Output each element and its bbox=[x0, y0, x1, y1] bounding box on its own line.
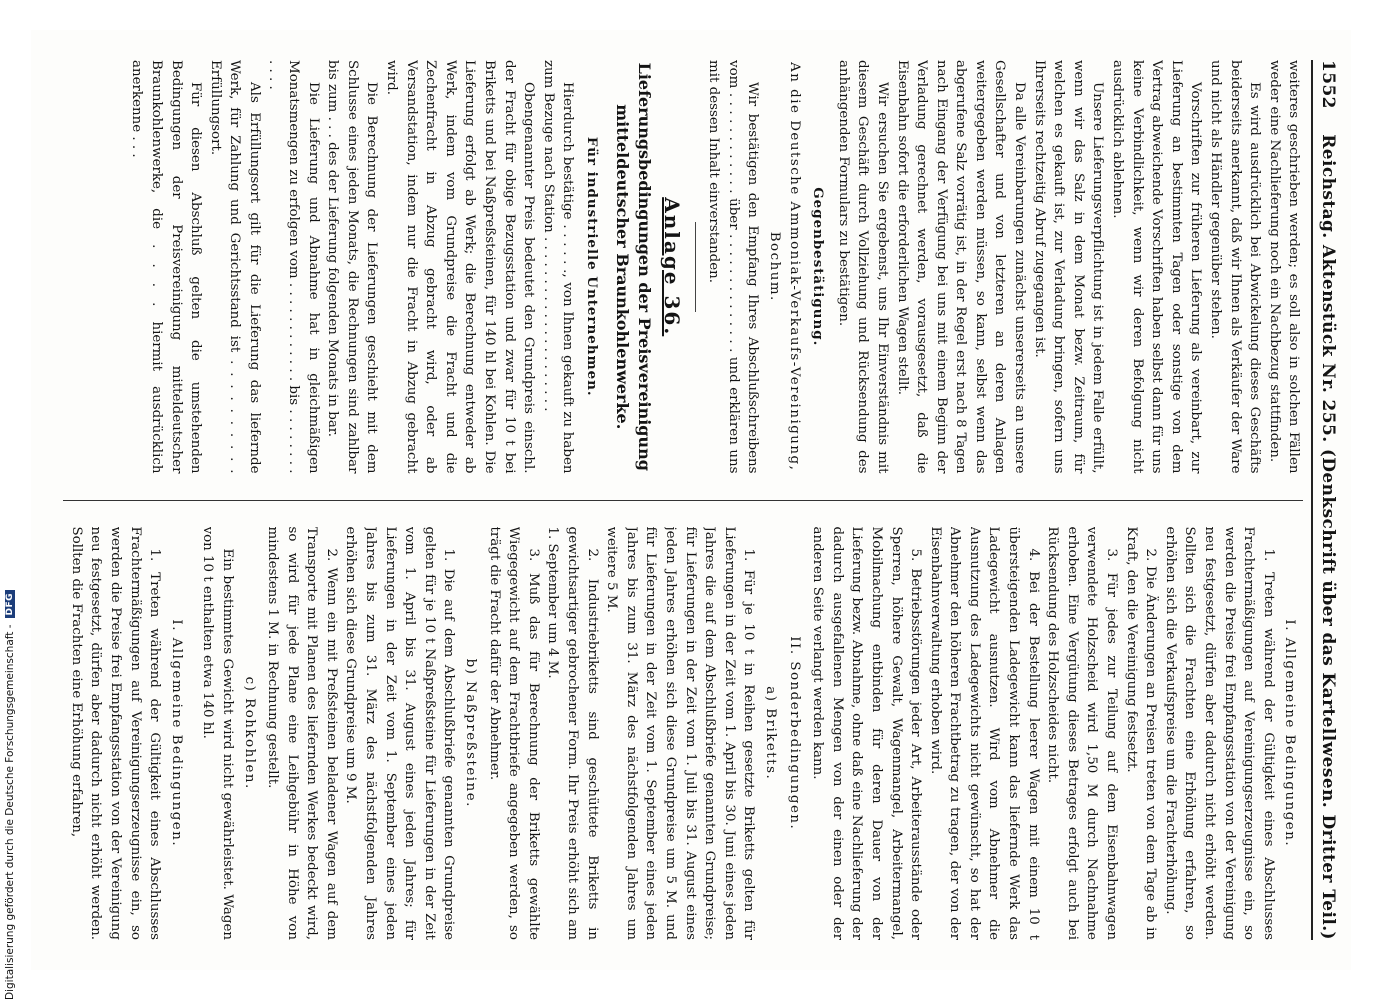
confirmation-text: Wir bestätigen den Empfang Ihres Abschlußschreibens vom . . . . . . . . . . . . über . . . . . . . . . . . . . . und erklären uns mit dessen Inhalt einverstanden. bbox=[706, 60, 761, 474]
anlage-heading: Anlage 36. bbox=[659, 197, 684, 337]
paragraph: Als Erfüllungsort gilt für die Lieferung das liefernde Werk, für Zahlung und Gerichtsstand ist . . . . . . . . . . Erfüllungsort. bbox=[207, 60, 262, 474]
paragraph: Die Berechnung der Lieferungen geschieht mit dem Schlusse eines jeden Monats, die Rechnungen sind zahlbar bis zum . . . des der Lieferung folgenden Monats in bar. bbox=[325, 60, 380, 474]
separator-rule bbox=[695, 222, 696, 312]
special-conditions-heading: II. Sonderbedingungen. bbox=[786, 636, 802, 831]
rohkohlen-heading: c) Rohkohlen. bbox=[241, 676, 257, 790]
paragraph: 1. Treten während der Gültigkeit eines Abschlusses Frachtermäßigungen auf Vereinigungserzeugnisse ein, so werden die Preise frei Empfangsstation von der Vereinigung neu festgesetzt, dürfen aber dadurch nicht erhöht werden. Sollten sich die Frachten eine Erhöhung erfahren, so erhöhen sich die Verkaufspreise um die Frachterhöhung. bbox=[1162, 526, 1276, 940]
left-column bbox=[63, 60, 1303, 474]
industry-heading: Für industrielle Unternehmen. bbox=[584, 136, 600, 397]
paragraph: 3. Für jedes zur Teilung auf dem Eisenbahnwagen verwendete Holzscheid wird 1,50 M durch Nachnahme erhoben. Eine Vergütung dieses Betrages erfolgt auch bei Rücksendung des Holzscheides nicht. bbox=[1045, 526, 1120, 940]
nasspresssteine-heading: b) Naßpreßsteine. bbox=[463, 658, 479, 808]
paragraph: 3. Muß das für Berechnung der Briketts gewählte Wiegegewicht auf dem Frachtbriefe angegeben werden, so trägt die Fracht dafür der Abnehmer. bbox=[486, 526, 541, 940]
paragraph: Wir ersuchen Sie ergebenst, uns Ihr Einverständnis mit diesem Geschäft durch Vollziehung und Rücksendung des anhängenden Formulars zu bestätigen. bbox=[835, 60, 890, 474]
digitization-note bbox=[4, 590, 16, 1000]
paragraph: Für diesen Abschluß gelten die umstehenden Bedingungen der Preisvereinigung mitteldeutscher Braunkohlenwerke, die . . . . hiermit ausdrücklich anerkenne . . . bbox=[129, 60, 204, 474]
dfg-logo-icon: DFG bbox=[5, 590, 15, 619]
column-divider bbox=[63, 500, 1303, 501]
confirmation-address: An die Deutsche Ammoniak-Verkaufs-Vereinigung, Bochum. bbox=[766, 62, 802, 472]
paragraph: Ein bestimmtes Gewicht wird nicht gewährleistet. Wagen von 10 t enthalten etwa 140 hl. bbox=[200, 526, 235, 940]
paragraph: 1. Für je 10 t in Reihen gesetzte Briketts gelten für Lieferungen in der Zeit vom 1. April bis 30. Juni eines jeden Jahres die auf dem Abschlußbriefe genannten Grundpreise; für Lieferungen in der Zeit vom 1. Juli bis 31. August eines jeden Jahres erhöhen sich diese Grundpreise um 5 M. und für Lieferungen in der Zeit vom 1. September eines jeden Jahres bis zum 31. März des nächstfolgenden Jahres um weitere 5 M. bbox=[604, 526, 757, 940]
paragraph: Da alle Vereinbarungen zunächst unsererseits an unsere Gesellschafter und von letzteren an deren Anlagen weitergegeben werden müssen, so kann, selbst wenn das abgerufene Salz vorrätig ist, in der Regel erst nach 8 Tagen nach Eingang der Verfügung bei uns mit einem Beginn der Verladung gerechnet werden, vorausgesetzt, daß die Eisenbahn sofort die erforderlichen Wagen stellt. bbox=[894, 60, 1028, 474]
text-columns bbox=[63, 60, 1303, 940]
paragraph: Die Lieferung und Abnahme hat in gleichmäßigen Monatsmengen zu erfolgen vom . . . . . . . . . . . . bis . . . . . . . . . . . . bbox=[266, 60, 321, 474]
confirmation-heading: Gegenbestätigung. bbox=[810, 187, 827, 347]
paragraph: Hierdurch bestätige . . . . . ., von Ihnen gekauft zu haben zum Bezuge nach Station . . . . . . . . . . . . . . . . . . . . . bbox=[540, 60, 576, 474]
right-column bbox=[63, 527, 1303, 941]
page-number: 1552 bbox=[1318, 60, 1338, 109]
paragraph: 1. Die auf dem Abschlußbriefe genannten Grundpreise gelten für je 10 t Naßpreßsteine für Lieferungen in der Zeit vom 1. April bis 31. August eines jeden Jahres; für Lieferungen in der Zeit vom 1. September eines jeden Jahres bis zum 31. März des nächstfolgenden Jahres erhöhen sich diese Grundpreise um 9 M. bbox=[343, 526, 457, 940]
spacer bbox=[190, 527, 198, 941]
running-head bbox=[1311, 60, 1337, 940]
paragraph: Es wird ausdrücklich bei Abwickelung dieses Geschäfts beiderseits anerkannt, daß wir Ihnen als Verkäufer der Ware und nicht als Händler gegenüber stehen. bbox=[1208, 60, 1263, 474]
paragraph: Unsere Lieferungsverpflichtung ist in jedem Falle erfüllt, wenn wir das Salz in dem Monat bezw. Zeitraum, für welchen es gekauft ist, zur Verladung bringen, sofern uns Ihrerseits rechtzeitig Abruf zugegangen ist. bbox=[1031, 60, 1106, 474]
paragraph: 2. Wenn ein mit Preßsteinen beladener Wagen auf dem Transporte mit Planen des liefernden Werkes bedeckt wird, so wird für jede Plane eine Leihgebühr in Höhe von mindestens 1 M. in Rechnung gestellt. bbox=[265, 526, 339, 940]
document-page bbox=[31, 30, 1351, 970]
paragraph: 4. Bei der Bestellung leerer Wagen mit einem 10 t übersteigenden Ladegewicht kann das liefernde Werk das Ladegewicht ausnutzen. Wird vom Abnehmer die Ausnutzung des Ladegewichts nicht gewünscht, so hat der Abnehmer den höheren Frachtbetrag zu tragen, der von der Eisenbahnverwaltung erhoben wird. bbox=[927, 526, 1041, 940]
briketts-heading: a) Briketts. bbox=[762, 686, 778, 781]
page-title: Reichstag. Aktenstück Nr. 255. (Denkschrift über das Kartellwesen. Dritter Teil.) bbox=[1318, 134, 1338, 940]
paragraph: Obengenannter Preis bedeutet den Grundpreis einschl. der Fracht für obige Bezugsstation und zwar für 10 t bei Briketts und bei Naßpreßsteinen, für 140 hl bei Kohlen. Die Lieferung erfolgt ab Werk; die Berechnung entweder ab Werk, indem vom Grundpreise die Fracht und die Zechenfracht in Abzug gebracht wird, oder ab Versandstation, indem nur die Fracht in Abzug gebracht wird. bbox=[384, 60, 537, 474]
paragraph: 2. Industriebriketts sind geschüttete Briketts in gewichtsartiger gebrochener Form. Ihr Preis erhöht sich am 1. September um 4 M. bbox=[545, 526, 600, 940]
paragraph: weiteres geschrieben werden; es soll also in solchen Fällen weder eine Nachlieferung noch ein Nachbezug stattfinden. bbox=[1266, 60, 1302, 474]
paragraph: Vorschriften zur früheren Lieferung als vereinbart, zur Lieferung an bestimmten Tagen oder sonstige von dem Vertrag abweichende Vorschriften haben selbst dann für uns keine Verbindlichkeit, wenn wir deren Befolgung nicht ausdrücklich ablehnen. bbox=[1110, 60, 1204, 474]
digitization-text: Digitalisierung gefördert durch die Deutsche Forschungsgemeinschaft - bbox=[4, 624, 16, 1000]
paragraph: 5. Betriebsstörungen jeder Art, Arbeiterausstände oder Sperren, höhere Gewalt, Wagenmangel, Arbeitermangel, Mobilmachung entbinden für deren Dauer von der Lieferung bezw. Abnahme, ohne daß eine Nachlieferung der dadurch ausgefallenen Mengen von der einen oder der anderen Seite verlangt werden kann. bbox=[810, 526, 924, 940]
general-conditions-heading-2: I. Allgemeine Bedingungen. bbox=[168, 619, 184, 848]
general-conditions-heading: I. Allgemeine Bedingungen. bbox=[1282, 619, 1298, 848]
paragraph: 1. Treten während der Gültigkeit eines Abschlusses Frachtermäßigungen auf Vereinigungserzeugnisse ein, so werden die Preise frei Empfangsstation von der Vereinigung neu festgesetzt, dürfen aber dadurch nicht erhöht werden. Sollten die Frachten eine Erhöhung erfahren, bbox=[68, 526, 163, 940]
anlage-title: Lieferungsbedingungen der Preisvereinigung mitteldeutscher Braunkohlenwerke. bbox=[613, 62, 654, 471]
paragraph: 2. Die Änderungen an Preisen treten von dem Tage ab in Kraft, den die Vereinigung festsetzt. bbox=[1123, 526, 1159, 940]
